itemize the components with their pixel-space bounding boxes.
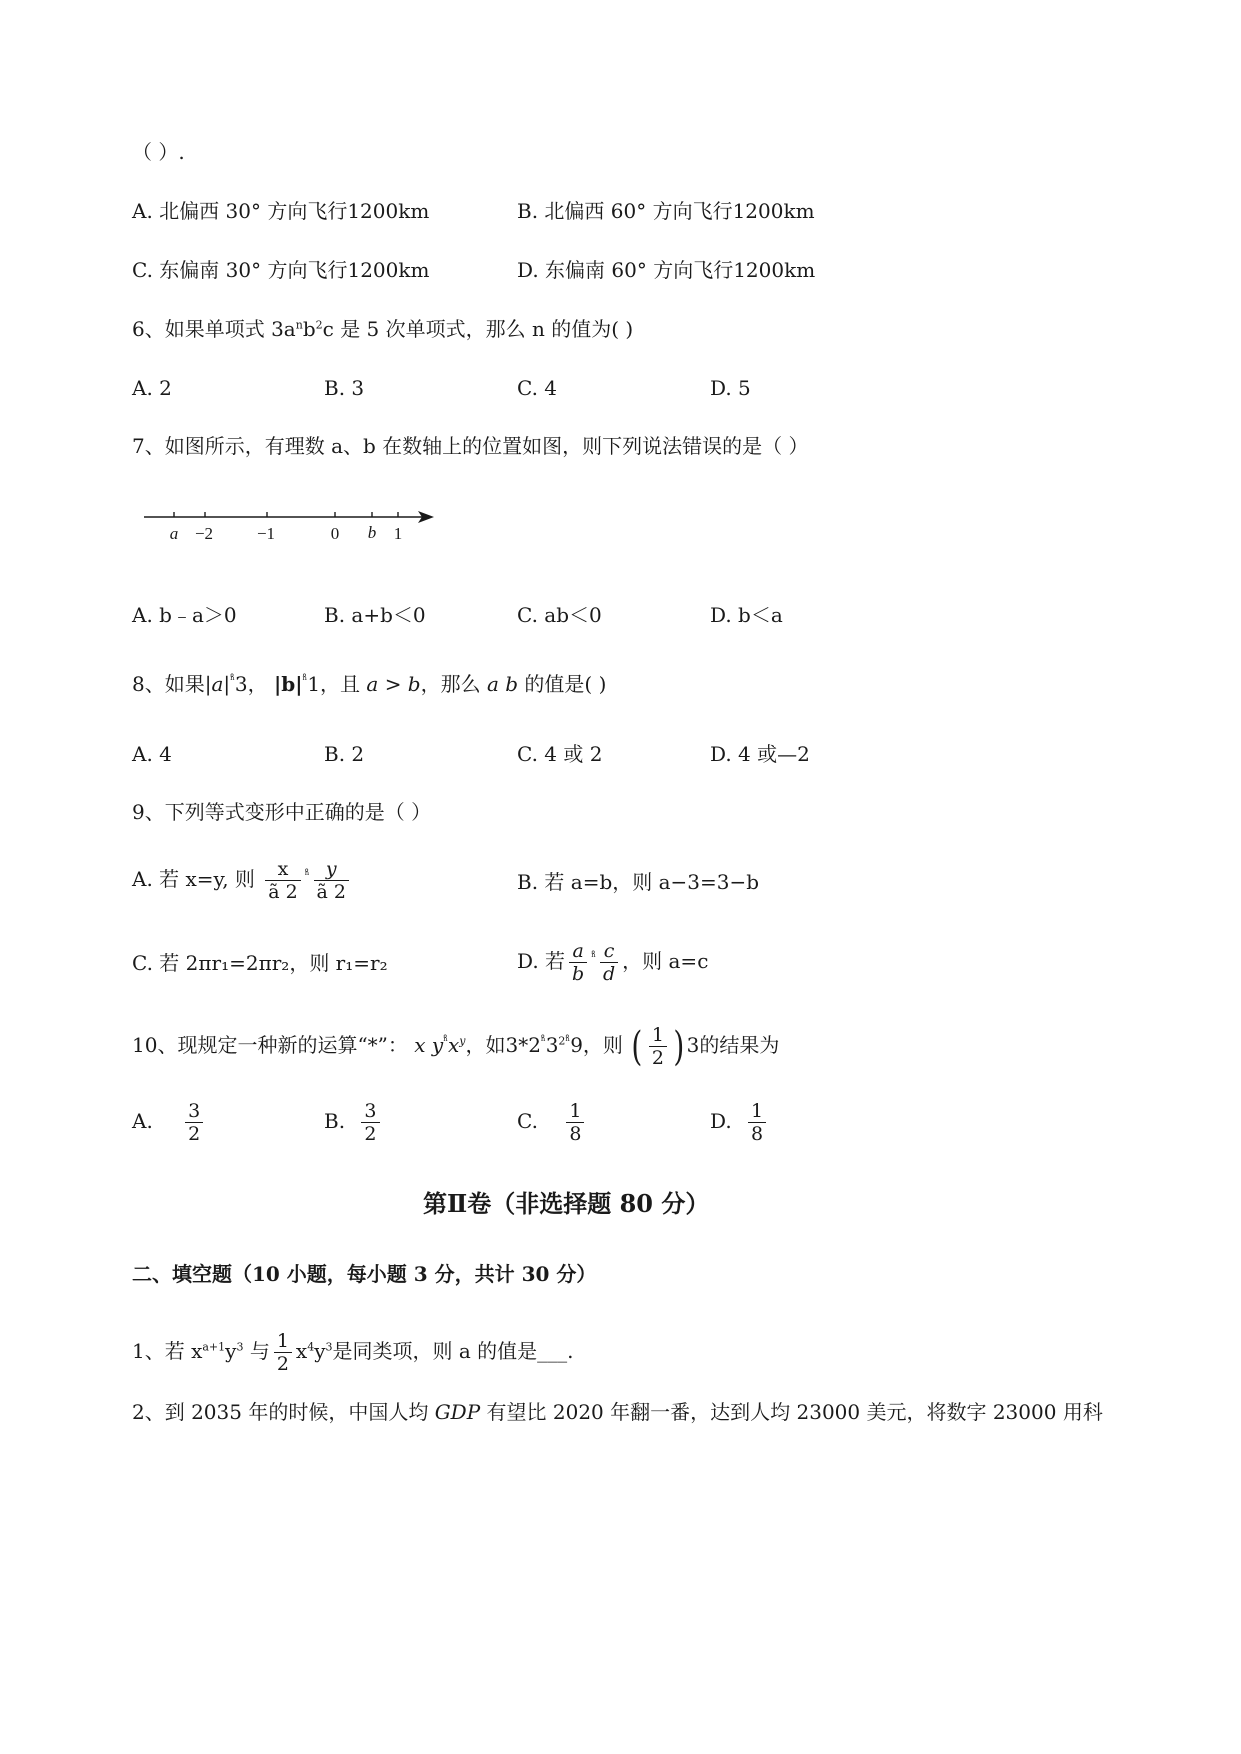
label-b: b [367,523,377,542]
q10-a-num: 3 [185,1100,203,1123]
fill1-post: 是同类项，则 a 的值是___. [332,1339,574,1363]
q10-c-den: 8 [569,1123,582,1145]
q5-option-b: B. 北偏西 60° 方向飞行1200km [517,199,815,223]
section-title: 第Ⅱ卷（非选择题 80 分） [423,1189,710,1218]
q10-c-label: C. [517,1109,538,1133]
q10-example: ，如3*2 [465,1033,541,1057]
q9-a-glyph: ⁿ̊ [304,868,310,882]
q10-ex-sup: 2 [558,1034,566,1048]
fill1-y2: y [314,1339,326,1363]
fill1-y: y [225,1339,237,1363]
q10-option-c [517,1100,588,1145]
q8-abs-a: |a| [204,672,231,696]
q8-eq1: 1，且 [307,672,361,696]
q9-stem: 9、下列等式变形中正确的是（ ） [132,800,432,824]
fill2-text-pre: 2、到 2035 年的时候，中国人均 [132,1400,435,1424]
q10-d-frac [748,1100,766,1145]
q6-option-d: D. 5 [710,376,751,400]
q8-stem-1: 8、如果 [132,672,205,696]
q8-option-d: D. 4 或—2 [710,742,810,766]
q9-a-pre: A. 若 x=y, 则 [132,867,255,891]
label-1: 1 [393,524,403,543]
q8-then: ，那么 [420,672,481,696]
answer-paren-line: （ ）. [132,140,185,164]
q8-post: 的值是( ) [524,672,607,696]
q8-ab: a b [486,672,519,696]
q10-option-b [324,1100,384,1145]
q8-cond: a > b [366,672,421,696]
q8-glyph-2: ⁿ̊ [302,673,308,687]
q10-ex-res: 9，则 [570,1033,623,1057]
q8-eq3: 3， [234,672,268,696]
label-0: 0 [330,524,340,543]
q9-option-a [132,858,353,903]
q5-option-d: D. 东偏南 60° 方向飞行1200km [517,258,816,282]
q9-option-c: C. 若 2πr₁=2πr₂，则 r₁=r₂ [132,951,388,975]
section-subtitle: 二、填空题（10 小题，每小题 3 分，共计 30 分） [132,1262,597,1286]
q10-glyph-2: ⁿ̊ [540,1034,546,1048]
q8-option-b: B. 2 [324,742,365,766]
q6-sup-2: 2 [315,318,323,332]
fill1-pre: 1、若 x [132,1339,203,1363]
q10-xy-sup: y [459,1034,466,1048]
q6-option-b: B. 3 [324,376,365,400]
fill1-frac-den: 2 [276,1353,289,1375]
q7-option-b: B. a+b＜0 [324,603,426,627]
fill1-sup-3: 3 [236,1340,244,1354]
q7-stem: 7、如图所示，有理数 a、b 在数轴上的位置如图，则下列说法错误的是（ ） [132,434,809,458]
fill-question-1 [132,1330,574,1375]
q8-abs-b: |b| [274,672,303,696]
q10-a-label: A. [132,1109,153,1133]
q10-b-num: 3 [361,1100,379,1123]
q9-d-glyph: ⁿ̊ [591,950,596,964]
q6-stem [132,317,633,341]
q6-stem-pre: 6、如果单项式 3a [132,317,296,341]
q8-glyph-1: ⁿ̊ [230,673,235,687]
q10-d-num: 1 [748,1100,766,1123]
q10-a-den: 2 [188,1123,201,1145]
q9-a-frac-left [265,858,300,903]
q9-d-post: ，则 a=c [622,949,709,973]
q7-option-a: A. b﹣a＞0 [132,603,237,627]
q9-a-frac-left-den: ã 2 [268,881,298,903]
q6-option-c: C. 4 [517,376,558,400]
q8-option-a: A. 4 [132,742,172,766]
q6-stem-mid: b [302,317,316,341]
fill2-text-post: 有望比 2020 年翻一番，达到人均 23000 美元，将数字 23000 用科 [480,1400,1103,1424]
fill2-gdp: GDP [434,1400,481,1424]
q10-half-den: 2 [651,1047,664,1069]
q10-op: x y [414,1033,444,1057]
q10-a-frac [185,1100,203,1145]
label-neg1: −1 [256,524,276,543]
q9-d-frac-right [600,940,618,985]
q6-sup-n: n [295,318,303,332]
q9-a-frac-right [314,858,349,903]
fill1-with: 与 [243,1339,270,1363]
fill1-sup-3b: 3 [325,1340,333,1354]
q9-a-frac-left-num: x [265,858,300,881]
q10-glyph-1: ⁿ̊ [443,1034,448,1048]
q10-half-num: 1 [649,1024,667,1047]
q6-option-a: A. 2 [132,376,172,400]
number-line-figure [140,505,440,550]
q10-right-paren: ) [673,1023,685,1070]
q6-stem-post: c 是 5 次单项式，那么 n 的值为( ) [322,317,634,341]
q5-option-a: A. 北偏西 30° 方向飞行1200km [132,199,430,223]
q9-d-frac-left [569,940,587,985]
fill1-x2: x [295,1339,308,1363]
q10-option-a [132,1100,207,1145]
q8-option-c: C. 4 或 2 [517,742,603,766]
q10-d-den: 8 [751,1123,764,1145]
q7-option-d: D. b＜a [710,603,783,627]
q9-d-pre: D. 若 [517,949,566,973]
q9-d-frac-right-num: c [600,940,618,963]
fill-question-2 [132,1400,1103,1424]
label-a: a [169,524,179,543]
q9-d-frac-left-num: a [569,940,587,963]
q9-option-b: B. 若 a=b，则 a−3=3−b [517,870,760,894]
q9-a-frac-right-num: y [314,858,349,881]
q5-option-c: C. 东偏南 30° 方向飞行1200km [132,258,430,282]
q9-a-frac-right-den: ã 2 [316,881,346,903]
q10-stem-pre: 10、现规定一种新的运算“*”： [132,1033,408,1057]
q10-stem [132,1024,779,1069]
q10-left-paren: ( [631,1023,643,1070]
q10-option-d [710,1100,770,1145]
fill1-sup-a1: a+1 [202,1340,226,1354]
fill1-sup-4: 4 [307,1340,315,1354]
q9-d-frac-right-den: d [602,963,616,985]
q10-glyph-3: ⁿ̊ [565,1034,571,1048]
q10-c-frac [566,1100,584,1145]
q10-b-den: 2 [364,1123,377,1145]
q10-c-num: 1 [566,1100,584,1123]
q7-option-c: C. ab＜0 [517,603,602,627]
fill1-frac [274,1330,292,1375]
fill1-frac-num: 1 [274,1330,292,1353]
label-neg2: −2 [194,524,214,543]
q10-xy: x [447,1033,460,1057]
q10-b-label: B. [324,1109,346,1133]
q9-option-d [517,940,708,985]
q8-stem [132,672,606,696]
q10-after: 3的结果为 [686,1033,780,1057]
q10-d-label: D. [710,1109,732,1133]
q9-d-frac-left-den: b [572,963,585,985]
q10-ex-val: 3 [545,1033,559,1057]
q10-b-frac [361,1100,379,1145]
q10-half [649,1024,667,1069]
